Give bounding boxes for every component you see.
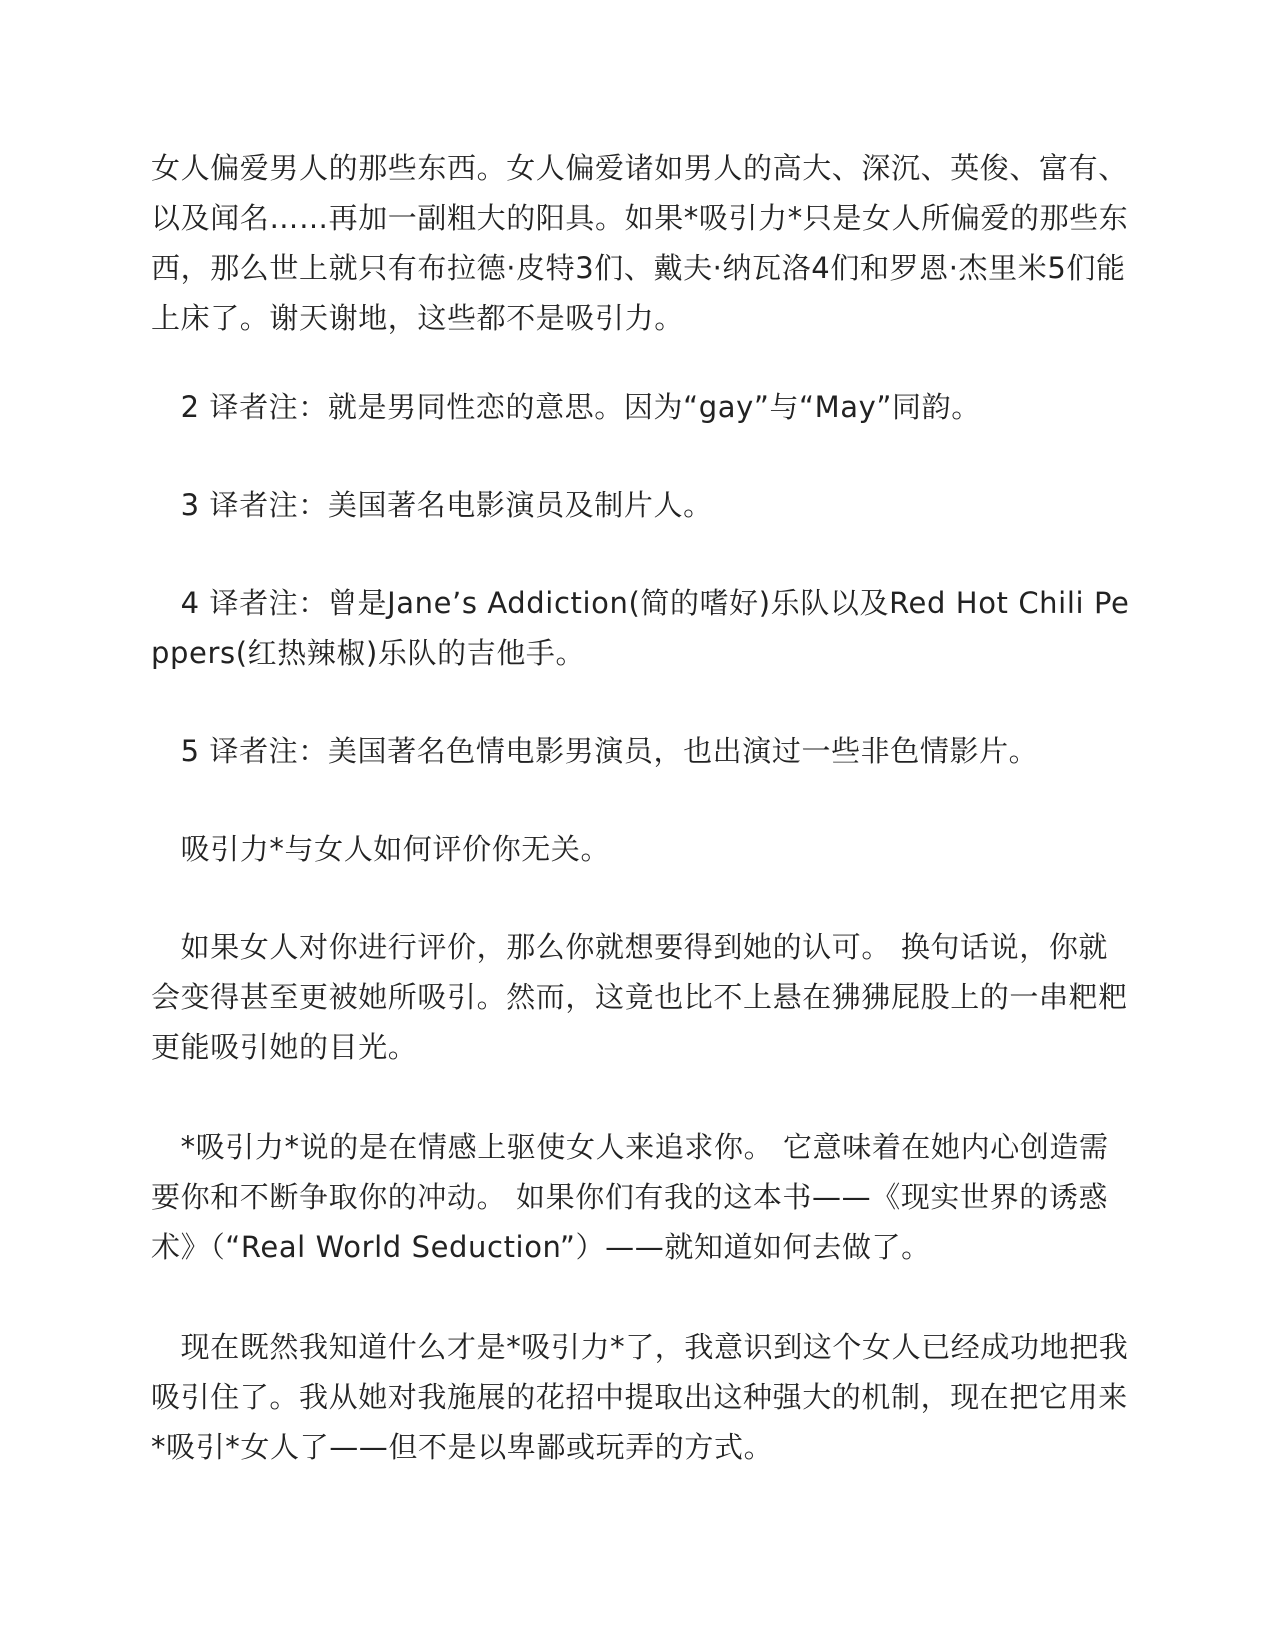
footnote-5: 5 译者注：美国著名色情电影男演员，也出演过一些非色情影片。 (151, 734, 1039, 768)
paragraph-emotional-drive: *吸引力*说的是在情感上驱使女人来追求你。 它意味着在她内心创造需要你和不断争取你的冲动。 如果你们有我的这本书——《现实世界的诱惑术》（“Real World Seduction”）——就知道如何去做了。 (151, 1130, 1109, 1264)
paragraph-attraction-not-evaluation: 吸引力*与女人如何评价你无关。 (151, 832, 611, 866)
footnote-4: 4 译者注：曾是Jane’s Addiction(简的嗜好)乐队以及Red Hot Chili Peppers(红热辣椒)乐队的吉他手。 (151, 586, 1130, 670)
paragraph-attraction-preferences: 女人偏爱男人的那些东西。女人偏爱诸如男人的高大、深沉、英俊、富有、以及闻名……再加一副粗大的阳具。如果*吸引力*只是女人所偏爱的那些东西，那么世上就只有布拉德·皮特3们、戴夫·纳瓦洛4们和罗恩·杰里米5们能上床了。谢天谢地，这些都不是吸引力。 (151, 151, 1129, 335)
paragraph-evaluation-approval: 如果女人对你进行评价，那么你就想要得到她的认可。 换句话说，你就会变得甚至更被她所吸引。然而，这竟也比不上悬在狒狒屁股上的一串粑粑更能吸引她的目光。 (151, 930, 1128, 1064)
footnote-2: 2 译者注：就是男同性恋的意思。因为“gay”与“May”同韵。 (151, 390, 981, 424)
paragraph-mechanism: 现在既然我知道什么才是*吸引力*了，我意识到这个女人已经成功地把我吸引住了。我从她对我施展的花招中提取出这种强大的机制，现在把它用来*吸引*女人了——但不是以卑鄙或玩弄的方式。 (151, 1330, 1129, 1464)
footnote-3: 3 译者注：美国著名电影演员及制片人。 (151, 488, 713, 522)
